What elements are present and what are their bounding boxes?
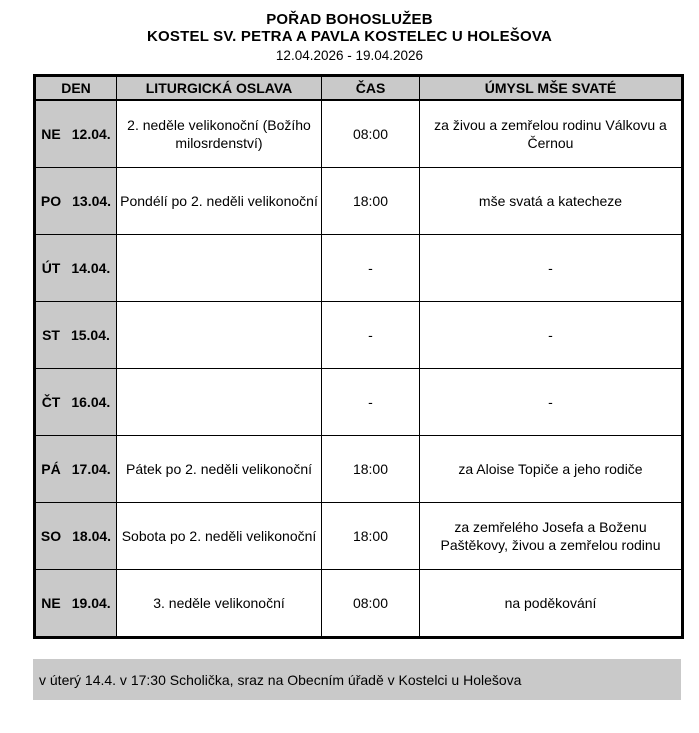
day-date: 19.04. bbox=[71, 595, 111, 611]
day-abbreviation: NE bbox=[41, 126, 61, 142]
day-abbreviation: ČT bbox=[41, 394, 61, 410]
day-abbreviation: ST bbox=[42, 327, 60, 343]
table-row bbox=[35, 503, 683, 570]
intention-cell: - bbox=[420, 302, 683, 369]
intention-cell: za živou a zemřelou rodinu Válkovu a Černou bbox=[420, 100, 683, 168]
announcement-text: v úterý 14.4. v 17:30 Scholička, sraz na Obecním úřadě v Kostelci u Holešova bbox=[39, 671, 522, 688]
table-row bbox=[35, 302, 683, 369]
day-date: 14.04. bbox=[71, 260, 111, 276]
day-date: 13.04. bbox=[72, 193, 112, 209]
intention-cell: - bbox=[420, 369, 683, 436]
celebration-cell bbox=[117, 369, 322, 436]
time-cell: 08:00 bbox=[322, 100, 420, 168]
intention-cell: - bbox=[420, 235, 683, 302]
day-abbreviation: NE bbox=[41, 595, 61, 611]
day-abbreviation: PO bbox=[40, 193, 62, 209]
day-date: 18.04. bbox=[72, 528, 112, 544]
celebration-cell: Pátek po 2. neděli velikonoční bbox=[117, 436, 322, 503]
intention-cell: mše svatá a katecheze bbox=[420, 168, 683, 235]
day-cell bbox=[35, 570, 117, 638]
time-cell: 18:00 bbox=[322, 436, 420, 503]
day-cell bbox=[35, 369, 117, 436]
intention-cell: za Aloise Topiče a jeho rodiče bbox=[420, 436, 683, 503]
service-schedule-table bbox=[33, 74, 684, 639]
time-cell: - bbox=[322, 369, 420, 436]
table-row bbox=[35, 168, 683, 235]
document-header bbox=[0, 0, 699, 64]
announcement-note bbox=[33, 659, 681, 700]
celebration-cell bbox=[117, 235, 322, 302]
day-date: 12.04. bbox=[71, 126, 111, 142]
table-row bbox=[35, 570, 683, 638]
time-cell: 18:00 bbox=[322, 503, 420, 570]
day-abbreviation: PÁ bbox=[41, 461, 61, 477]
table-row bbox=[35, 369, 683, 436]
time-cell: 08:00 bbox=[322, 570, 420, 638]
time-cell: 18:00 bbox=[322, 168, 420, 235]
table-row bbox=[35, 436, 683, 503]
day-abbreviation: ÚT bbox=[41, 260, 61, 276]
column-header-cas: ČAS bbox=[322, 76, 420, 101]
day-date: 16.04. bbox=[71, 394, 111, 410]
celebration-cell: 3. neděle velikonoční bbox=[117, 570, 322, 638]
celebration-cell: Pondélí po 2. neděli velikonoční bbox=[117, 168, 322, 235]
document-title: POŘAD BOHOSLUŽEB bbox=[266, 11, 433, 28]
table-row bbox=[35, 100, 683, 168]
intention-cell: za zemřelého Josefa a Boženu Paštěkovy, živou a zemřelou rodinu bbox=[420, 503, 683, 570]
intention-cell: na poděkování bbox=[420, 570, 683, 638]
celebration-cell: 2. neděle velikonoční (Božího milosrdenství) bbox=[117, 100, 322, 168]
time-cell: - bbox=[322, 302, 420, 369]
column-header-liturgicka-oslava: LITURGICKÁ OSLAVA bbox=[117, 76, 322, 101]
day-cell bbox=[35, 503, 117, 570]
day-date: 15.04. bbox=[70, 327, 110, 343]
celebration-cell: Sobota po 2. neděli velikonoční bbox=[117, 503, 322, 570]
day-cell bbox=[35, 168, 117, 235]
day-cell bbox=[35, 302, 117, 369]
celebration-cell bbox=[117, 302, 322, 369]
day-abbreviation: SO bbox=[40, 528, 62, 544]
table-row bbox=[35, 235, 683, 302]
day-date: 17.04. bbox=[71, 461, 111, 477]
day-cell bbox=[35, 100, 117, 168]
day-cell bbox=[35, 235, 117, 302]
table-header-row bbox=[35, 76, 683, 101]
time-cell: - bbox=[322, 235, 420, 302]
column-header-den: DEN bbox=[35, 76, 117, 101]
day-cell bbox=[35, 436, 117, 503]
column-header-umysl: ÚMYSL MŠE SVATÉ bbox=[420, 76, 683, 101]
church-name: KOSTEL SV. PETRA A PAVLA KOSTELEC U HOLEŠOVA bbox=[147, 28, 552, 45]
date-range: 12.04.2026 - 19.04.2026 bbox=[275, 48, 424, 63]
